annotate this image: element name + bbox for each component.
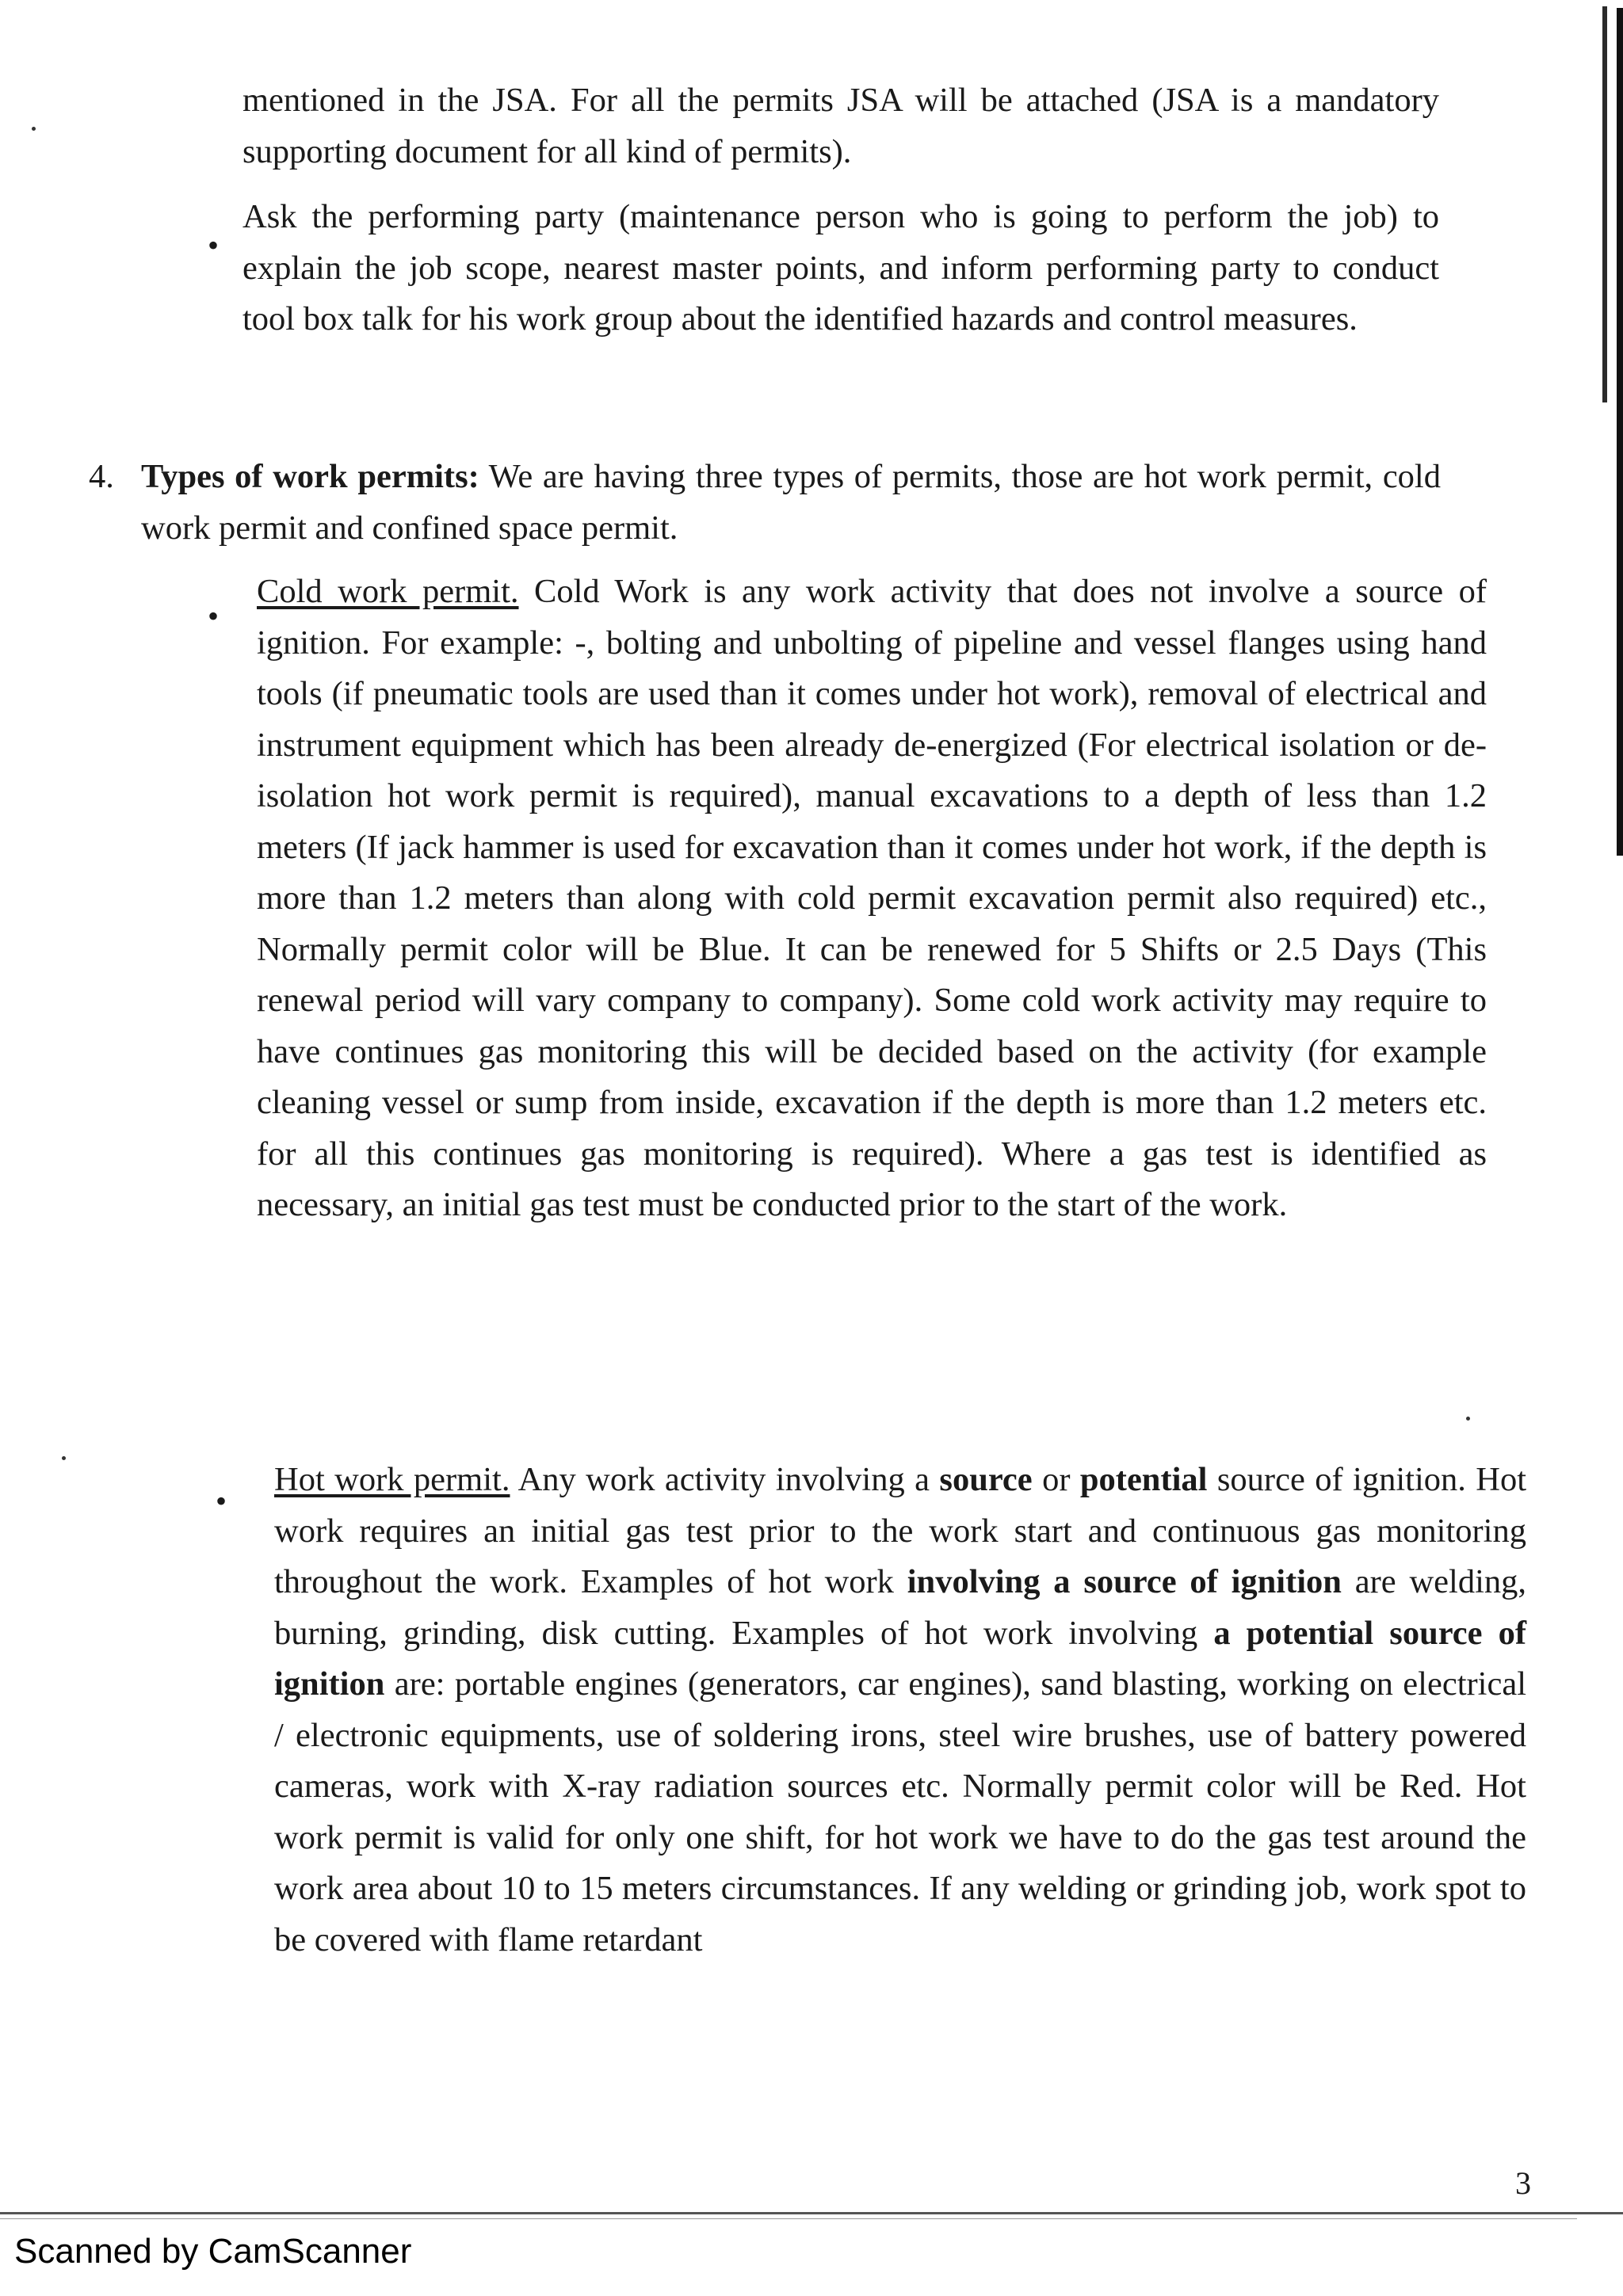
- bullet-marker: •: [208, 227, 220, 263]
- hot-work-text-3: source of ignition. Hot work requires an initial gas test prior to the work start and continuous gas monitoring throughout the work. Examples of hot work: [274, 1461, 1527, 1600]
- hot-work-bold-potential-source: a potential source of ignition: [274, 1614, 1527, 1703]
- cold-work-body: Cold Work is any work activity that does not involve a source of ignition. For example: -, bolting and unbolting of pipeline and vessel flanges using hand tools (if pneumatic tools are used than it comes under hot work), removal of electrical and instrument equipment which has been already de-energized (For electrical isolation or de-isolation hot work permit is required), manual excavations to a depth of less than 1.2 meters (If jack hammer is used for excavation than it comes under hot work, if the depth is more than 1.2 meters than along with cold permit excavation permit also required) etc., Normally permit color will be Blue. It can be renewed for 5 Shifts or 2.5 Days (This renewal period will vary company to company). Some cold work activity may require to have continues gas monitoring this will be decided based on the activity (for example cleaning vessel or sump from inside, excavation if the depth is more than 1.2 meters etc. for all this continues gas monitoring is required). Where a gas test is identified as necessary, an initial gas test must be conducted prior to the start of the work.: [257, 573, 1487, 1223]
- section-4-heading: Types of work permits:: [141, 458, 479, 495]
- cold-work-label: Cold work permit.: [257, 573, 519, 610]
- section-4-paragraph: [141, 452, 1441, 554]
- section-4-intro: We are having three types of permits, those are hot work permit, cold work permit and confined space permit.: [141, 458, 1441, 547]
- footer-rule: [0, 2212, 1623, 2214]
- page-number: 3: [1515, 2165, 1531, 2201]
- scanner-watermark: Scanned by CamScanner: [14, 2232, 412, 2271]
- cold-work-text: [257, 566, 1487, 1231]
- scan-speck: [62, 1456, 66, 1460]
- hot-work-text-5: are: portable engines (generators, car engines), sand blasting, working on electrical / electronic equipments, use of soldering irons, steel wire brushes, use of battery powered cameras, work with X-ray radiation sources etc. Normally permit color will be Red. Hot work permit is valid for only one shift, for hot work we have to do the gas test around the work area about 10 to 15 meters circumstances. If any welding or grinding job, work spot to be covered with flame retardant: [274, 1665, 1526, 1958]
- scan-edge-shadow: [1617, 8, 1623, 856]
- scan-edge-shadow-inner: [1602, 6, 1607, 402]
- scan-speck: [32, 127, 36, 131]
- hot-work-text-4: are welding, burning, grinding, disk cutting. Examples of hot work involving: [274, 1563, 1527, 1652]
- footer-rule-thin: [0, 2218, 1577, 2219]
- bullet-marker: •: [208, 598, 220, 634]
- continued-paragraph: [242, 75, 1439, 177]
- hot-work-paragraph: [274, 1455, 1526, 1966]
- hot-work-text-1: Any work activity involving a: [517, 1461, 930, 1498]
- bullet-marker: •: [216, 1483, 227, 1519]
- hot-work-label: Hot work permit.: [274, 1461, 510, 1498]
- section-number: 4.: [89, 458, 114, 495]
- section-4-text: [141, 452, 1441, 554]
- hot-work-text: [274, 1455, 1526, 1966]
- bullet-ask-paragraph: [242, 192, 1439, 345]
- hot-work-bold-involving: involving a source of ignition: [907, 1563, 1342, 1600]
- scan-speck: [1466, 1417, 1470, 1421]
- bullet-ask-text: Ask the performing party (maintenance person who is going to perform the job) to explain the job scope, nearest master points, and inform performing party to conduct tool box talk for his work group about the identified hazards and control measures.: [242, 198, 1439, 338]
- cold-work-paragraph: [257, 566, 1487, 1231]
- continued-text: mentioned in the JSA. For all the permits JSA will be attached (JSA is a mandatory supporting document for all kind of permits).: [242, 82, 1439, 170]
- hot-work-bold-source: source: [939, 1461, 1033, 1498]
- hot-work-text-2: or: [1042, 1461, 1071, 1498]
- hot-work-bold-potential: potential: [1079, 1461, 1208, 1498]
